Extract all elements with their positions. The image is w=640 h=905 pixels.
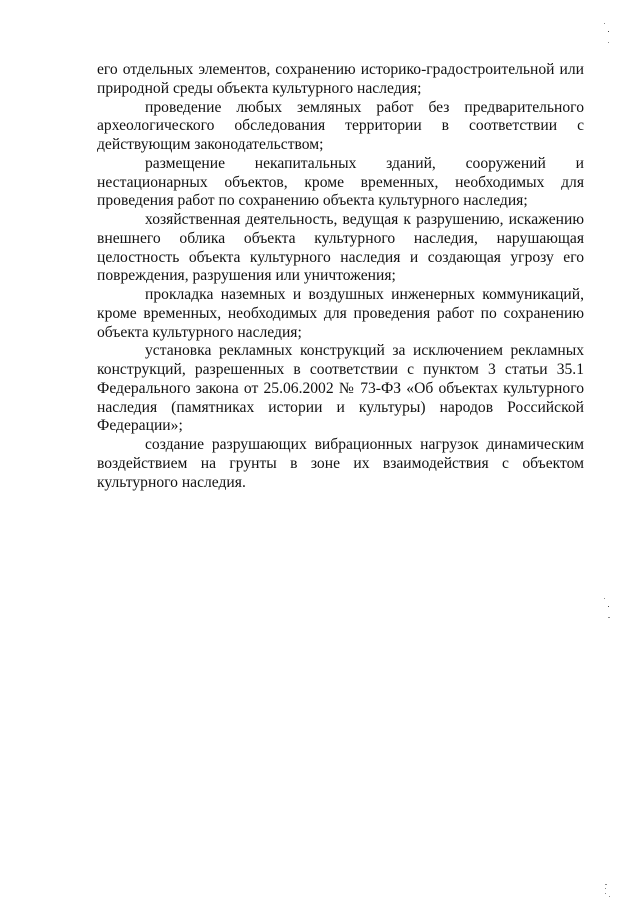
scan-mark [604,598,605,599]
scan-mark [609,896,610,897]
paragraph-earthworks: проведение любых земляных работ без предварительного археологического обследования территории в соответствии с действующим законодательством; [97,98,584,153]
scan-mark [608,31,609,32]
scan-mark [608,617,610,618]
scan-mark [608,606,609,607]
paragraph-economic-activity: хозяйственная деятельность, ведущая к разрушению, искажению внешнего облика объекта культурного наследия, нарушающая целостность объекта культурного наследия и создающая угрозу его повреждения, разрушения или уничтожения; [97,211,584,285]
scan-mark [604,23,605,24]
document-body [97,61,584,492]
paragraph-vibration: создание разрушающих вибрационных нагрузок динамическим воздействием на грунты в зоне их взаимодействия с объектом культурного наследия. [97,436,584,491]
scan-mark [608,42,609,43]
paragraph-continuation: его отдельных элементов, сохранению историко-градостроительной или природной среды объекта культурного наследия; [97,61,584,97]
scan-mark [605,888,606,889]
scan-mark [605,893,606,894]
paragraph-advertising: установка рекламных конструкций за исключением рекламных конструкций, разрешенных в соответствии с пунктом 3 статьи 35.1 Федерального закона от 25.06.2002 № 73-ФЗ «Об объектах культурного наследия (памятниках истории и культуры) народов Российской Федерации»; [97,342,584,435]
paragraph-temporary-buildings: размещение некапитальных зданий, сооружений и нестационарных объектов, кроме временных, необходимых для проведения работ по сохранению объекта культурного наследия; [97,154,584,210]
scan-mark [605,884,607,885]
paragraph-utilities: прокладка наземных и воздушных инженерных коммуникаций, кроме временных, необходимых для проведения работ по сохранению объекта культурного наследия; [97,286,584,341]
